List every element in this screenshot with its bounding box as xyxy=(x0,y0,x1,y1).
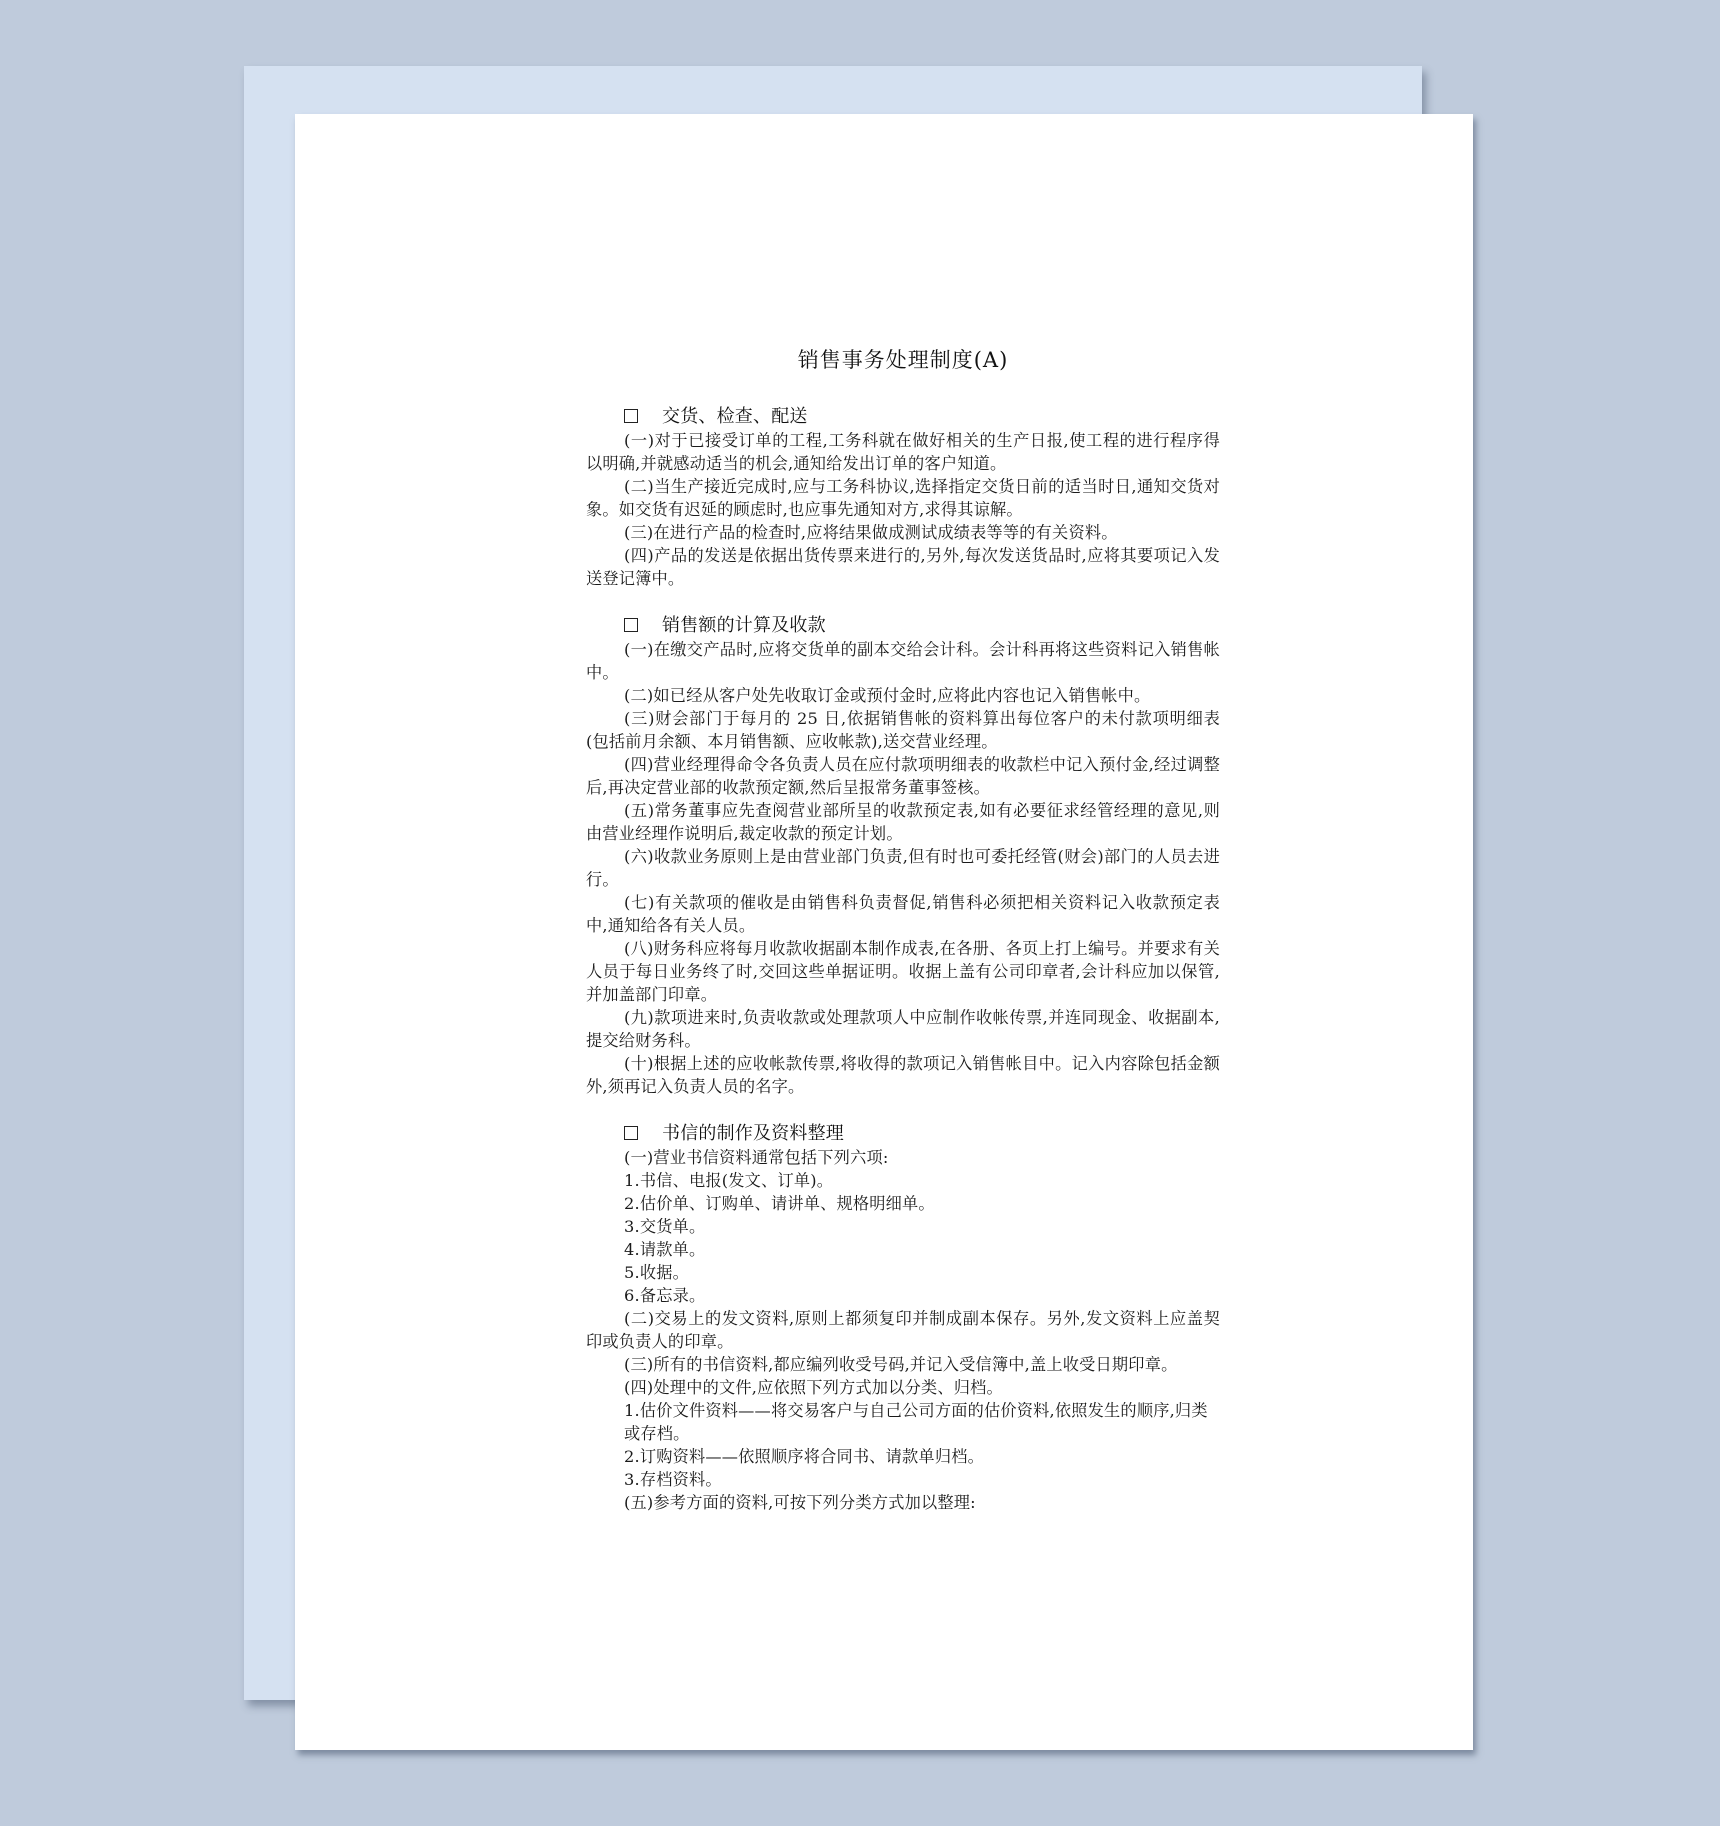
list-item: 6.备忘录。 xyxy=(624,1286,706,1305)
list-item: (四)处理中的文件,应依照下列方式加以分类、归档。 xyxy=(624,1378,1003,1397)
section-correspondence-records xyxy=(586,1121,1220,1514)
paragraph: (二)交易上的发文资料,原则上都须复印并制成副本保存。另外,发文资料上应盖契印或负责人的印章。 xyxy=(586,1309,1220,1351)
list-item: (三)所有的书信资料,都应编列收受号码,并记入受信簿中,盖上收受日期印章。 xyxy=(624,1355,1178,1374)
list-item: 3.存档资料。 xyxy=(624,1470,722,1489)
paragraph: (十)根据上述的应收帐款传票,将收得的款项记入销售帐目中。记入内容除包括金额外,须再记入负责人员的名字。 xyxy=(586,1054,1220,1096)
paragraph: (三)在进行产品的检查时,应将结果做成测试成绩表等等的有关资料。 xyxy=(624,523,1118,542)
section-heading-text: 交货、检查、配送 xyxy=(662,406,808,427)
section-heading xyxy=(586,404,1220,429)
section-heading-text: 销售额的计算及收款 xyxy=(662,615,826,636)
paragraph: (一)对于已接受订单的工程,工务科就在做好相关的生产日报,使工程的进行程序得以明确,并就感动适当的机会,通知给发出订单的客户知道。 xyxy=(586,431,1220,473)
section-delivery-inspection xyxy=(586,404,1220,590)
paragraph: (二)如已经从客户处先收取订金或预付金时,应将此内容也记入销售帐中。 xyxy=(624,686,1151,705)
list-item: 1.书信、电报(发文、订单)。 xyxy=(624,1171,834,1190)
paragraph: (四)营业经理得命令各负责人员在应付款项明细表的收款栏中记入预付金,经过调整后,再决定营业部的收款预定额,然后呈报常务董事签核。 xyxy=(586,755,1220,797)
document-page xyxy=(295,114,1473,1750)
section-heading xyxy=(586,613,1220,638)
list-item: 4.请款单。 xyxy=(624,1240,706,1259)
paragraph: (二)当生产接近完成时,应与工务科协议,选择指定交货日前的适当时日,通知交货对象。如交货有迟延的顾虑时,也应事先通知对方,求得其谅解。 xyxy=(586,477,1220,519)
list-item: 3.交货单。 xyxy=(624,1217,706,1236)
list-item: 2.估价单、订购单、请讲单、规格明细单。 xyxy=(624,1194,935,1213)
section-heading xyxy=(586,1121,1220,1146)
checkbox-square-icon xyxy=(624,618,638,632)
list-item: 5.收据。 xyxy=(624,1263,690,1282)
checkbox-square-icon xyxy=(624,1126,638,1140)
section-heading-text: 书信的制作及资料整理 xyxy=(662,1123,844,1144)
list-item: 2.订购资料——依照顺序将合同书、请款单归档。 xyxy=(624,1447,984,1466)
paragraph: (五)常务董事应先查阅营业部所呈的收款预定表,如有必要征求经管经理的意见,则由营业经理作说明后,裁定收款的预定计划。 xyxy=(586,801,1220,843)
document-content xyxy=(586,346,1220,1537)
paragraph: (八)财务科应将每月收款收据副本制作成表,在各册、各页上打上编号。并要求有关人员于每日业务终了时,交回这些单据证明。收据上盖有公司印章者,会计科应加以保管,并加盖部门印章。 xyxy=(586,939,1220,1004)
list-item: 1.估价文件资料——将交易客户与自己公司方面的估价资料,依照发生的顺序,归类或存档。 xyxy=(624,1401,1208,1443)
paragraph: (六)收款业务原则上是由营业部门负责,但有时也可委托经管(财会)部门的人员去进行。 xyxy=(586,847,1220,889)
checkbox-square-icon xyxy=(624,409,638,423)
paragraph: (一)在缴交产品时,应将交货单的副本交给会计科。会计科再将这些资料记入销售帐中。 xyxy=(586,640,1220,682)
section-sales-collection xyxy=(586,613,1220,1098)
list-item: (一)营业书信资料通常包括下列六项: xyxy=(624,1148,889,1167)
paragraph: (三)财会部门于每月的 25 日,依据销售帐的资料算出每位客户的未付款项明细表(包括前月余额、本月销售额、应收帐款),送交营业经理。 xyxy=(586,709,1220,751)
document-title: 销售事务处理制度(A) xyxy=(797,348,1009,372)
paragraph: (四)产品的发送是依据出货传票来进行的,另外,每次发送货品时,应将其要项记入发送登记簿中。 xyxy=(586,546,1220,588)
paragraph: (七)有关款项的催收是由销售科负责督促,销售科必须把相关资料记入收款预定表中,通知给各有关人员。 xyxy=(586,893,1220,935)
paragraph: (九)款项进来时,负责收款或处理款项人中应制作收帐传票,并连同现金、收据副本,提交给财务科。 xyxy=(586,1008,1220,1050)
list-item: (五)参考方面的资料,可按下列分类方式加以整理: xyxy=(624,1493,976,1512)
